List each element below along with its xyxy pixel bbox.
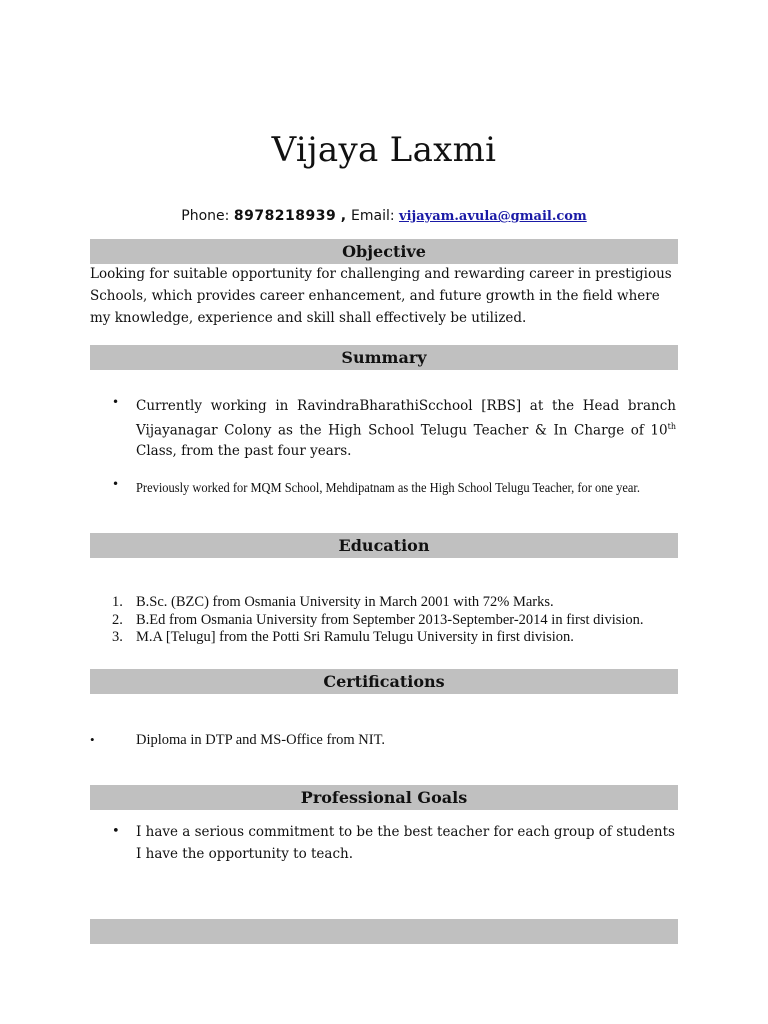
candidate-name: Vijaya Laxmi [271, 130, 497, 170]
summary-item-1-text: Currently working in RavindraBharathiScchool [RBS] at the Head branch Vijayanagar Colony as the High School Telugu Teacher & In Charge of 10 [136, 398, 676, 438]
goals-heading: Professional Goals [90, 785, 678, 810]
goals-item: I have a serious commitment to be the best teacher for each group of students I have the opportunity to teach. [136, 824, 675, 862]
certification-item [90, 730, 670, 750]
phone-number: 8978218939 [233, 208, 337, 224]
summary-item-1 [136, 396, 676, 461]
education-item-text: M.A [Telugu] from the Potti Sri Ramulu Telugu University in first division. [136, 629, 574, 645]
certifications-heading: Certifications [90, 669, 678, 694]
objective-text: Looking for suitable opportunity for challenging and rewarding career in prestigious Schools, which provides career enhancement, and future growth in the field where my knowledge, experience and skill shall effectively be utilized. [90, 266, 672, 326]
contact-line [0, 205, 768, 228]
goals-bullet: • [112, 824, 120, 839]
education-item-text: B.Sc. (BZC) from Osmania University in March 2001 with 72% Marks. [136, 594, 554, 610]
summary-heading: Summary [90, 345, 678, 370]
summary-bullet-1: • [112, 395, 120, 409]
education-item-2 [112, 612, 692, 630]
summary-item-2: Previously worked for MQM School, Mehdipatnam as the High School Telugu Teacher, for one year. [136, 480, 640, 495]
summary-item-1-sup: th [667, 421, 676, 431]
certification-bullet: • [90, 732, 95, 747]
summary-item-1-tail: Class, from the past four years. [136, 442, 352, 459]
objective-heading: Objective [90, 239, 678, 264]
certification-text: Diploma in DTP and MS-Office from NIT. [136, 732, 386, 748]
empty-section-bar [90, 919, 678, 944]
education-item-number: 1. [112, 594, 123, 610]
email-link[interactable]: vijayam.avula@gmail.com [399, 209, 587, 224]
education-heading: Education [90, 533, 678, 558]
email-label: Email: [351, 208, 395, 224]
education-item-text: B.Ed from Osmania University from September 2013-September-2014 in first division. [136, 611, 644, 628]
contact-separator: , [340, 208, 347, 224]
education-item-number: 3. [112, 629, 123, 645]
education-item-3 [112, 629, 692, 647]
summary-bullet-2: • [112, 477, 120, 491]
education-item-1 [112, 594, 692, 612]
education-item-number: 2. [112, 611, 123, 628]
phone-label: Phone: [181, 208, 230, 224]
